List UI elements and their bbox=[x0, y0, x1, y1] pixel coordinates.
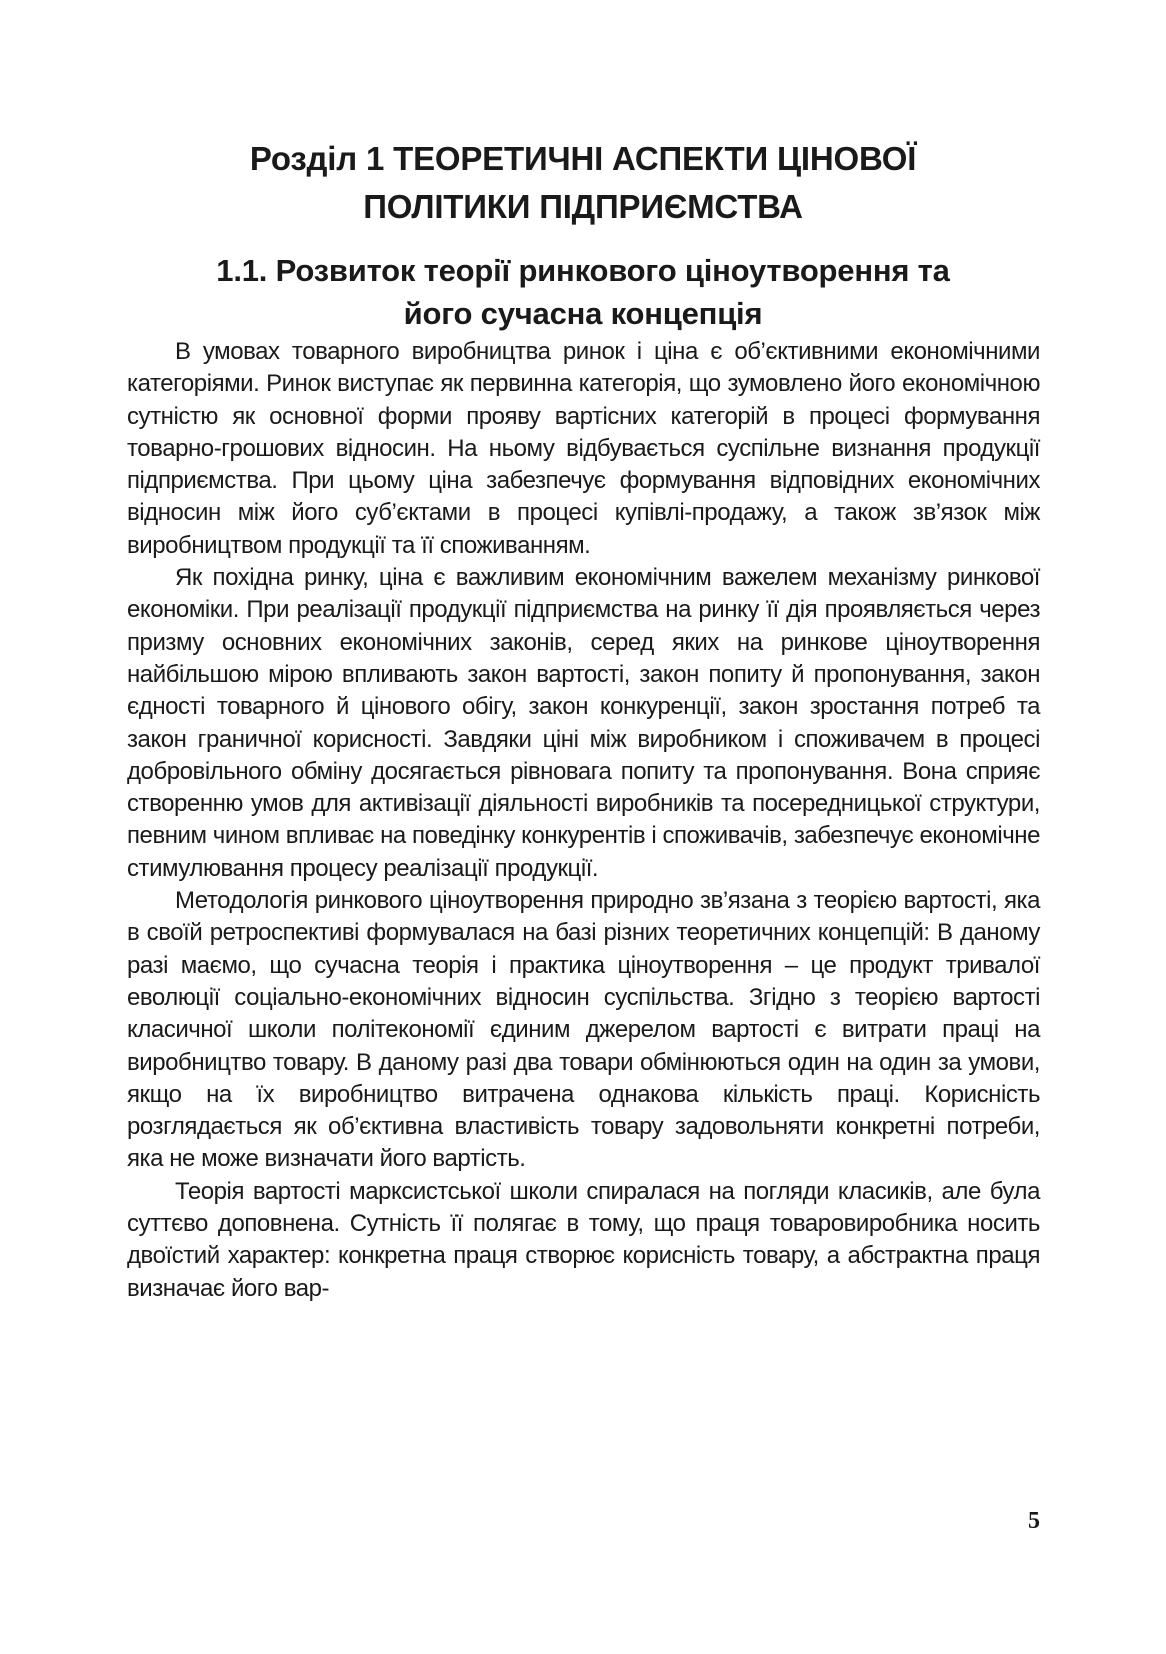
section-title-line-2: його сучасна концепція bbox=[403, 296, 763, 331]
chapter-title-line-2: ПОЛІТИКИ ПІДПРИЄМСТВА bbox=[363, 188, 803, 225]
section-title-line-1: 1.1. Розвиток теорії ринкового ціноутворення та bbox=[216, 253, 950, 288]
section-title bbox=[120, 249, 1046, 335]
page-number: 5 bbox=[1028, 1508, 1040, 1534]
body-text bbox=[127, 336, 1040, 1305]
paragraph-4: Теорія вартості марксистської школи спиралася на погляди класиків, але була суттєво доповнена. Сутність її полягає в тому, що праця товаровиробника носить двоїстий характер: конкретна праця створює корисність товару, а абстрактна праця визначає його вар- bbox=[127, 1177, 1040, 1302]
paragraph-2: Як похідна ринку, ціна є важливим економічним важелем механізму ринкової економіки. При реалізації продукції підприємства на ринку її дія проявляється через призму основних економічних законів, серед яких на ринкове ціноутворення найбільшою мірою впливають закон вартості, закон попиту й пропонування, закон єдності товарного й цінового обігу, закон конкуренції, закон зростання потреб та закон граничної корисності. Завдяки ціні між виробником і споживачем в процесі добровільного обміну досягається рівновага попиту та пропонування. Вона сприяє створенню умов для активізації діяльності виробників та посередницької структури, певним чином впливає на поведінку конкурентів і споживачів, забезпечує економічне стимулювання процесу реалізації продукції. bbox=[127, 564, 1040, 882]
paragraph-3: Методологія ринкового ціноутворення природно зв’язана з теорією вартості, яка в своїй ретроспективі формувалася на базі різних теоретичних концепцій: В даному разі маємо, що сучасна теорія і практика ціноутворення – це продукт тривалої еволюції соціально-економічних відносин суспільства. Згідно з теорією вартості класичної школи політекономії єдиним джерелом вартості є витрати праці на виробництво товару. В даному разі два товари обмінюються один на один за умови, якщо на їх виробництво витрачена однакова кількість праці. Корисність розглядається як об’єктивна властивість товару задовольняти конкретні потреби, яка не може визначати його вартість. bbox=[127, 887, 1040, 1173]
chapter-title bbox=[120, 135, 1046, 231]
paragraph-1: В умовах товарного виробництва ринок і ціна є об’єктивними економічними категоріями. Ринок виступає як первинна категорія, що зумовлено його економічною сутністю як основної форми прояву вартісних категорій в процесі формування товарно-грошових відносин. На ньому відбувається суспільне визнання продукції підприємства. При цьому ціна забезпечує формування відповідних економічних відносин між його суб’єктами в процесі купівлі-продажу, а також зв’язок між виробництвом продукції та її споживанням. bbox=[127, 338, 1040, 559]
chapter-title-line-1: Розділ 1 ТЕОРЕТИЧНІ АСПЕКТИ ЦІНОВОЇ bbox=[249, 140, 917, 177]
